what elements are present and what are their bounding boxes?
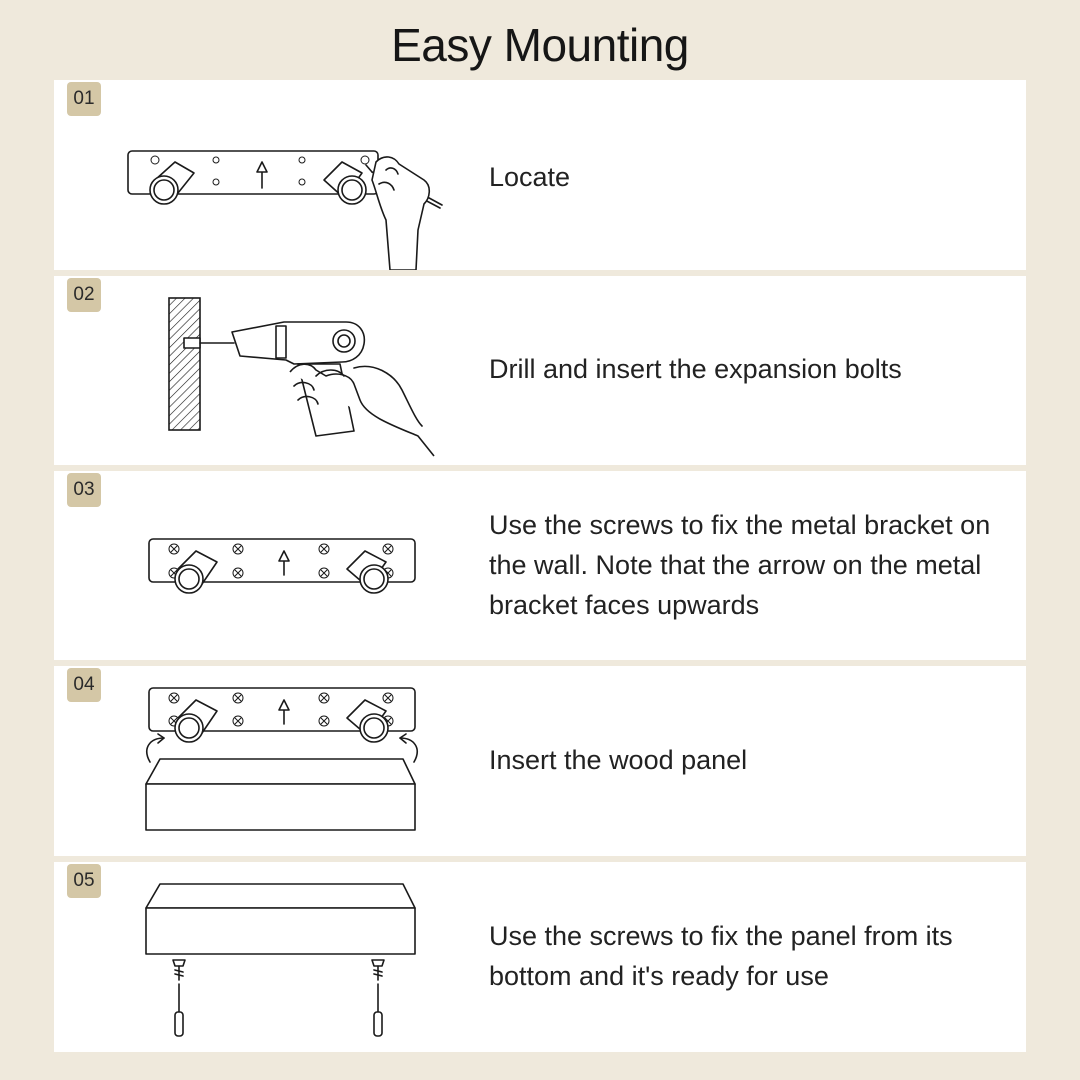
step-number-badge: 03 (67, 473, 101, 507)
bracket-screwed-icon (54, 471, 484, 660)
step-3 (54, 471, 1026, 660)
step-number-badge: 01 (67, 82, 101, 116)
step-number-badge: 02 (67, 278, 101, 312)
step-number-badge: 05 (67, 864, 101, 898)
step-text: Locate (489, 162, 571, 192)
step-5 (54, 862, 1026, 1052)
page-title: Easy Mounting (391, 19, 689, 71)
step-2 (54, 276, 1026, 465)
drill-icon (54, 276, 484, 465)
panel-insert-icon (54, 666, 484, 856)
step-number-badge: 04 (67, 668, 101, 702)
step-text: Drill and insert the expansion bolts (489, 354, 902, 384)
panel-fix-icon (54, 862, 484, 1052)
step-1 (54, 80, 1026, 270)
bracket-marking-icon (54, 80, 484, 270)
step-text: Insert the wood panel (489, 745, 748, 775)
step-4 (54, 666, 1026, 856)
step-text: Use the screws to fix the metal bracket on the wall. Note that the arrow on the metal bracket faces upwards (489, 510, 991, 620)
step-text: Use the screws to fix the panel from its bottom and it's ready for use (489, 921, 953, 991)
